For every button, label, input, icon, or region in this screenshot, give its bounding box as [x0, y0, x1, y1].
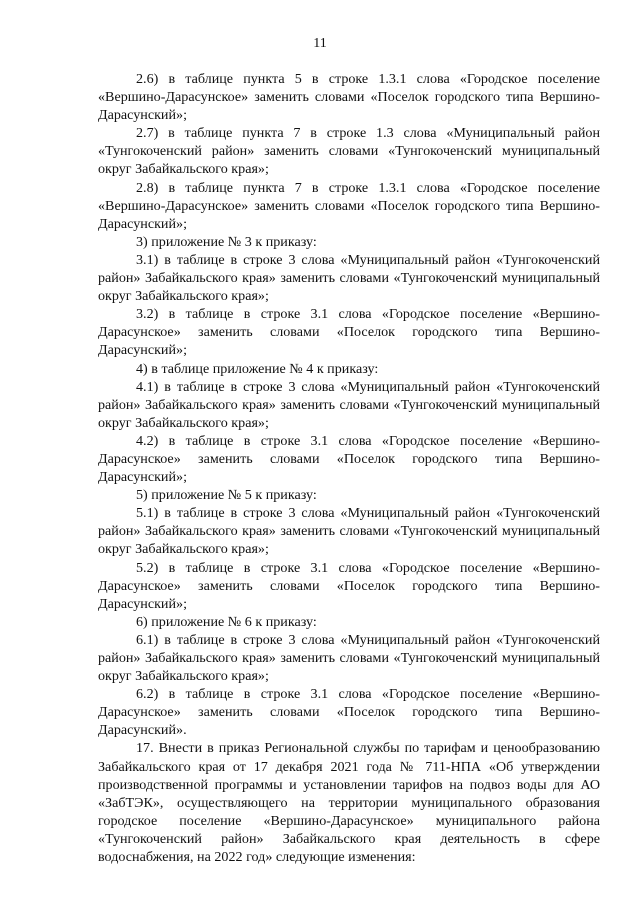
paragraph-5-2: 5.2) в таблице в строке 3.1 слова «Городское поселение «Вершино-Дарасунское» заменить словами «Поселок городского типа Вершино-Дарасунский»;	[98, 559, 600, 612]
paragraph-6-2: 6.2) в таблице в строке 3.1 слова «Городское поселение «Вершино-Дарасунское» заменить словами «Поселок городского типа Вершино-Дарасунский».	[98, 686, 600, 739]
page-number: 11	[313, 36, 327, 51]
document-body	[98, 70, 600, 866]
paragraph-3-2: 3.2) в таблице в строке 3.1 слова «Городское поселение «Вершино-Дарасунское» заменить словами «Поселок городского типа Вершино-Дарасунский»;	[98, 306, 600, 359]
paragraph-4-2: 4.2) в таблице в строке 3.1 слова «Городское поселение «Вершино-Дарасунское» заменить словами «Поселок городского типа Вершино-Дарасунский»;	[98, 432, 600, 486]
paragraph-4: 4) в таблице приложение № 4 к приказу:	[136, 360, 379, 377]
paragraph-17: 17. Внести в приказ Региональной службы по тарифам и ценообразованию Забайкальского края от 17 декабря 2021 года № 711-НПА «Об утверждении производственной программы и установлении тарифов на подвоз воды для АО «ЗабТЭК», осуществляющего на территории муниципального образования городское поселение «Вершино-Дарасунское» муниципального района «Тунгокоченский район» Забайкальского края деятельность в сфере водоснабжения, на 2022 год» следующие изменения:	[98, 740, 600, 866]
paragraph-4-1: 4.1) в таблице в строке 3 слова «Муниципальный район «Тунгокоченский район» Забайкальского края» заменить словами «Тунгокоченский муниципальный округ Забайкальского края»;	[98, 378, 600, 431]
paragraph-3: 3) приложение № 3 к приказу:	[136, 233, 317, 250]
paragraph-6: 6) приложение № 6 к приказу:	[136, 613, 317, 630]
paragraph-5: 5) приложение № 5 к приказу:	[136, 487, 317, 504]
paragraph-2-6: 2.6) в таблице пункта 5 в строке 1.3.1 слова «Городское поселение «Вершино-Дарасунское» заменить словами «Поселок городского типа Вершино-Дарасунский»;	[98, 71, 600, 124]
paragraph-3-1: 3.1) в таблице в строке 3 слова «Муниципальный район «Тунгокоченский район» Забайкальского края» заменить словами «Тунгокоченский муниципальный округ Забайкальского края»;	[98, 251, 600, 305]
paragraph-5-1: 5.1) в таблице в строке 3 слова «Муниципальный район «Тунгокоченский район» Забайкальского края» заменить словами «Тунгокоченский муниципальный округ Забайкальского края»;	[98, 505, 600, 558]
paragraph-2-7: 2.7) в таблице пункта 7 в строке 1.3 слова «Муниципальный район «Тунгокоченский район» заменить словами «Тунгокоченский муниципальный округ Забайкальского края»;	[98, 125, 600, 178]
paragraph-6-1: 6.1) в таблице в строке 3 слова «Муниципальный район «Тунгокоченский район» Забайкальского края» заменить словами «Тунгокоченский муниципальный округ Забайкальского края»;	[98, 631, 600, 685]
paragraph-2-8: 2.8) в таблице пункта 7 в строке 1.3.1 слова «Городское поселение «Вершино-Дарасунское» заменить словами «Поселок городского типа Вершино-Дарасунский»;	[98, 179, 600, 232]
